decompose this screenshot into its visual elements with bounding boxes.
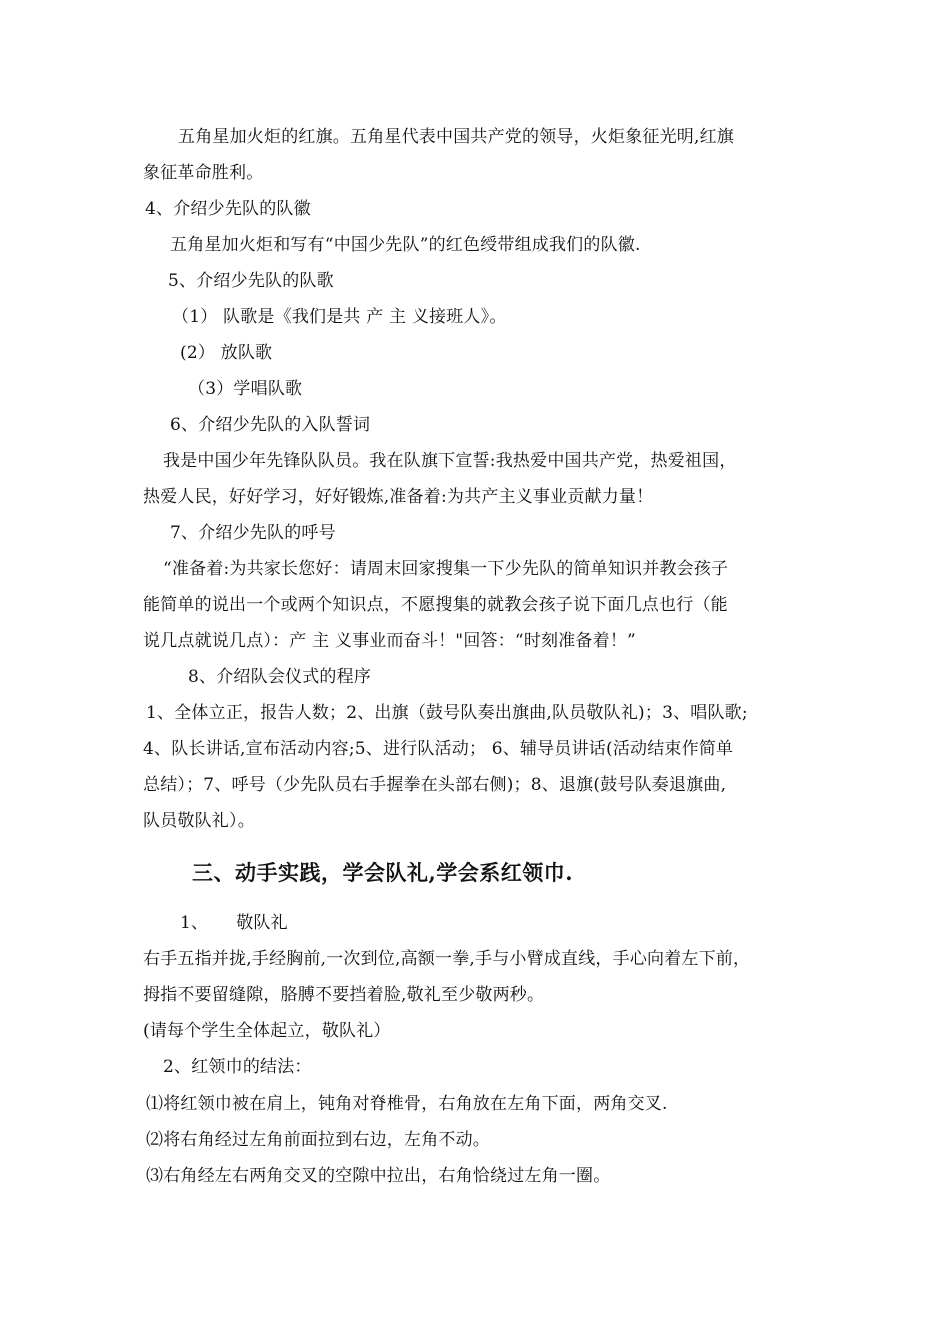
slogan-line-3: 说几点就说几点）：产 主 义事业而奋斗！"回答：“时刻准备着！” (143, 631, 636, 651)
salute-instruction: (请每个学生全体起立，敬队礼） (143, 1021, 391, 1041)
item-5-song-heading: 5、介绍少先队的队歌 (168, 271, 334, 291)
scarf-step-2: ⑵将右角经过左角前面拉到右边，左角不动。 (146, 1130, 490, 1150)
item-6-oath-heading: 6、介绍少先队的入队誓词 (170, 415, 371, 435)
song-subitem-3: （3）学唱队歌 (188, 379, 303, 399)
ceremony-line-3: 总结）；7、呼号（少先队员右手握拳在头部右侧)；8、退旗(鼓号队奏退旗曲, (143, 775, 727, 795)
oath-line-2: 热爱人民，好好学习，好好锻炼,准备着:为共产主义事业贡献力量！ (143, 487, 654, 507)
item-8-ceremony-heading: 8、介绍队会仪式的程序 (188, 667, 372, 687)
item-7-slogan-heading: 7、介绍少先队的呼号 (170, 523, 336, 543)
song-subitem-2: (2） 放队歌 (180, 343, 273, 363)
scarf-step-1: ⑴将红领巾被在肩上，钝角对脊椎骨，右角放在左角下面，两角交叉. (146, 1094, 668, 1114)
oath-line-1: 我是中国少年先锋队队员。我在队旗下宣誓:我热爱中国共产党，热爱祖国， (163, 451, 737, 471)
flag-description-line-1: 五角星加火炬的红旗。五角星代表中国共产党的领导，火炬象征光明,红旗 (178, 127, 735, 147)
scarf-step-3: ⑶右角经左右两角交叉的空隙中拉出，右角恰绕过左角一圈。 (146, 1166, 611, 1186)
ceremony-line-1: 1、全体立正，报告人数；2、出旗（鼓号队奏出旗曲,队员敬队礼)；3、唱队歌; (146, 703, 748, 723)
scarf-heading: 2、红领巾的结法： (163, 1057, 312, 1077)
item-4-badge-heading: 4、介绍少先队的队徽 (145, 199, 311, 219)
flag-description-line-2: 象征革命胜利。 (143, 163, 264, 183)
salute-heading: 1、 敬队礼 (180, 913, 288, 933)
ceremony-line-2: 4、队长讲话,宣布活动内容;5、进行队活动； 6、辅导员讲话(活动结束作简单 (143, 739, 734, 759)
ceremony-line-4: 队员敬队礼）。 (143, 811, 255, 831)
slogan-line-2: 能简单的说出一个或两个知识点，不愿搜集的就教会孩子说下面几点也行（能 (143, 595, 728, 615)
salute-line-1: 右手五指并拢,手经胸前,一次到位,高额一拳,手与小臂成直线，手心向着左下前， (143, 949, 751, 969)
song-subitem-1: （1） 队歌是《我们是共 产 主 义接班人》。 (172, 307, 507, 327)
slogan-line-1: “准备着:为共家长您好：请周末回家搜集一下少先队的简单知识并教会孩子 (163, 559, 729, 579)
salute-line-2: 拇指不要留缝隙，胳膊不要挡着脸,敬礼至少敬两秒。 (143, 985, 545, 1005)
badge-description: 五角星加火炬和写有“中国少先队”的红色绶带组成我们的队徽. (170, 235, 641, 255)
section-3-heading: 三、动手实践，学会队礼,学会系红领巾. (192, 860, 574, 885)
